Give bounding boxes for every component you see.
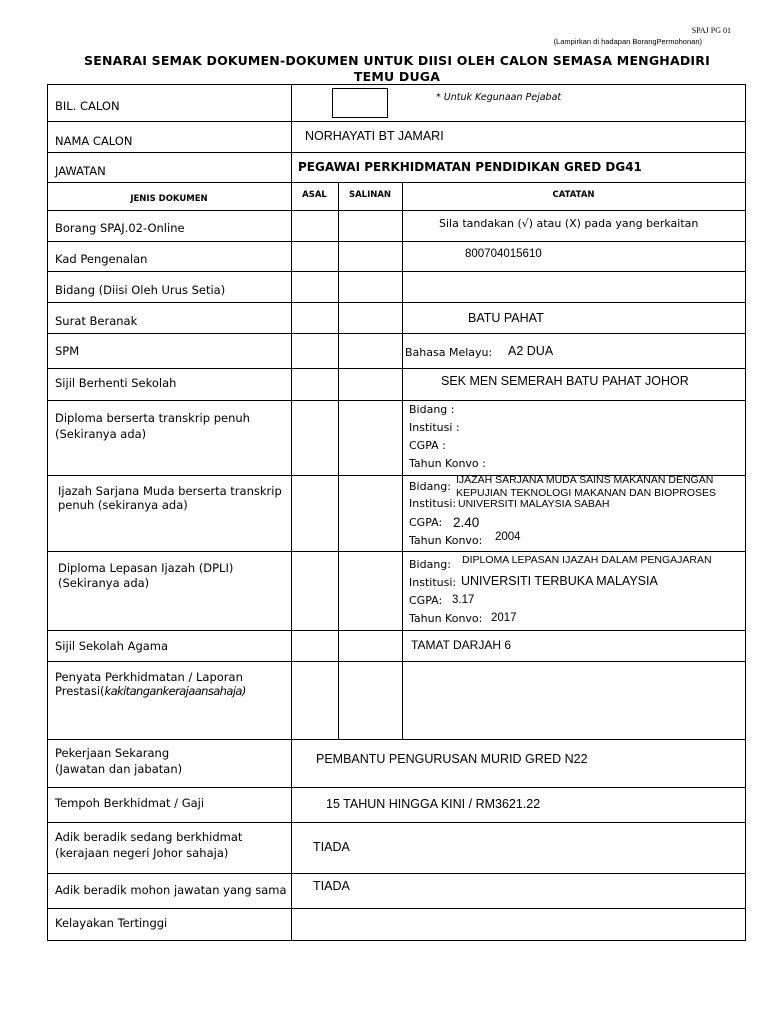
row-bidang-label: Bidang (Diisi Oleh Urus Setia) (55, 283, 226, 297)
row-diploma-label2: (Sekiranya ada) (55, 427, 147, 441)
table-border-right (745, 84, 746, 941)
row-dpli-institusi-value: UNIVERSITI TERBUKA MALAYSIA (461, 574, 658, 588)
row-line (47, 787, 746, 788)
row-ijazah-cgpa-value: 2.40 (453, 515, 480, 530)
nama-calon-label: NAMA CALON (55, 134, 133, 148)
row-dpli-label2: (Sekiranya ada) (58, 576, 150, 590)
row-ijazah-institusi-value: UNIVERSITI MALAYSIA SABAH (458, 498, 610, 510)
bil-calon-box[interactable] (332, 88, 388, 118)
row-spm-label: SPM (55, 344, 80, 358)
row-line (47, 210, 746, 211)
row-line (47, 400, 746, 401)
row-line (47, 739, 746, 740)
col-divider-doc (291, 84, 292, 941)
row-adik2-label: Adik beradik mohon jawatan yang sama (55, 883, 287, 897)
row-dpli-bidang-label: Bidang: (409, 558, 451, 571)
row-borang-label: Borang SPAJ.02-Online (55, 221, 185, 235)
row-ijazah-bidang-line2: KEPUJIAN TEKNOLOGI MAKANAN DAN BIOPROSES (456, 487, 717, 499)
row-penyata-label2-italic: kakitangankerajaansahaja) (104, 684, 246, 698)
row-line (47, 368, 746, 369)
col-header-salinan: SALINAN (348, 190, 392, 200)
row-surat-label: Surat Beranak (55, 314, 138, 328)
row-diploma-tahun: Tahun Konvo : (409, 457, 486, 470)
row-adik2-value: TIADA (313, 879, 350, 893)
row-kad-label: Kad Pengenalan (55, 252, 148, 266)
row-line (47, 940, 746, 941)
row-sijil-label: Sijil Berhenti Sekolah (55, 376, 177, 390)
row-line (47, 302, 746, 303)
row-line (47, 271, 746, 272)
row-ijazah-bidang-label: Bidang: (409, 480, 451, 493)
row-tempoh-label: Tempoh Berkhidmat / Gaji (55, 796, 205, 810)
row-agama-value: TAMAT DARJAH 6 (411, 638, 512, 652)
row-ijazah-bidang-line1: IJAZAH SARJANA MUDA SAINS MAKANAN DENGAN (456, 474, 714, 486)
row-surat-value: BATU PAHAT (468, 311, 544, 325)
page-title-line2: TEMU DUGA (353, 69, 441, 84)
row-pekerjaan-value: PEMBANTU PENGURUSAN MURID GRED N22 (316, 752, 588, 766)
table-border-left (47, 84, 48, 941)
row-borang-note: Sila tandakan (√) atau (X) pada yang berkaitan (439, 217, 699, 230)
row-ijazah-tahun-label: Tahun Konvo: (409, 534, 483, 547)
row-line (47, 333, 746, 334)
jawatan-value: PEGAWAI PERKHIDMATAN PENDIDIKAN GRED DG41 (298, 160, 642, 174)
row-ijazah-label2: penuh (sekiranya ada) (58, 498, 188, 512)
row-line (47, 630, 746, 631)
nama-calon-value: NORHAYATI BT JAMARI (305, 129, 444, 143)
row-sijil-value: SEK MEN SEMERAH BATU PAHAT JOHOR (441, 374, 689, 388)
jawatan-label: JAWATAN (55, 164, 106, 178)
row-penyata-label2 (55, 684, 246, 698)
col-header-asal: ASAL (302, 190, 327, 200)
row-dpli-bidang-value: DIPLOMA LEPASAN IJAZAH DALAM PENGAJARAN (462, 554, 712, 566)
row-ijazah-tahun-value: 2004 (495, 531, 521, 543)
row-dpli-institusi-label: Institusi: (409, 576, 457, 589)
row-ijazah-institusi-label: Institusi: (409, 497, 457, 510)
row-kelayakan-label: Kelayakan Tertinggi (55, 916, 168, 930)
row-diploma-cgpa: CGPA : (409, 439, 446, 452)
row-line (47, 661, 746, 662)
row-line (47, 121, 746, 122)
row-adik1-label1: Adik beradik sedang berkhidmat (55, 830, 243, 844)
row-adik1-value: TIADA (313, 840, 350, 854)
row-diploma-institusi: Institusi : (409, 421, 460, 434)
row-line (47, 241, 746, 242)
attachment-note: (Lampirkan di hadapan BorangPermohonan) (553, 37, 702, 46)
row-ijazah-label1: Ijazah Sarjana Muda berserta transkrip (58, 484, 282, 498)
row-dpli-cgpa-value: 3.17 (452, 594, 475, 606)
col-divider-salinan (402, 182, 403, 739)
row-line (47, 152, 746, 153)
row-kad-value: 800704015610 (465, 248, 542, 260)
col-header-doc: JENIS DOKUMEN (130, 194, 208, 204)
row-dpli-cgpa-label: CGPA: (409, 594, 443, 607)
col-divider-asal (338, 182, 339, 739)
row-penyata-label1: Penyata Perkhidmatan / Laporan (55, 670, 243, 684)
page-title-line1: SENARAI SEMAK DOKUMEN-DOKUMEN UNTUK DIISI OLEH CALON SEMASA MENGHADIRI (84, 53, 710, 68)
row-penyata-label2-prefix: Prestasi( (55, 684, 105, 698)
row-spm-sublabel: Bahasa Melayu: (405, 346, 493, 359)
row-line (47, 908, 746, 909)
row-adik1-label2: (kerajaan negeri Johor sahaja) (55, 846, 229, 860)
row-agama-label: Sijil Sekolah Agama (55, 639, 169, 653)
row-line (47, 551, 746, 552)
row-spm-value: A2 DUA (508, 344, 554, 358)
form-code: SPAJ PG 01 (691, 26, 731, 35)
office-use-note: * Untuk Kegunaan Pejabat (436, 92, 562, 103)
row-line (47, 873, 746, 874)
row-tempoh-value: 15 TAHUN HINGGA KINI / RM3621.22 (326, 797, 541, 811)
row-dpli-tahun-label: Tahun Konvo: (409, 612, 483, 625)
row-dpli-tahun-value: 2017 (491, 612, 517, 624)
row-diploma-label1: Diploma berserta transkrip penuh (55, 411, 250, 425)
bil-calon-label: BIL. CALON (55, 99, 120, 113)
row-dpli-label1: Diploma Lepasan Ijazah (DPLI) (58, 561, 234, 575)
row-pekerjaan-label1: Pekerjaan Sekarang (55, 746, 170, 760)
row-diploma-bidang: Bidang : (409, 403, 455, 416)
row-line (47, 822, 746, 823)
row-line (47, 182, 746, 183)
row-line (47, 84, 746, 85)
row-pekerjaan-label2: (Jawatan dan jabatan) (55, 762, 183, 776)
row-ijazah-cgpa-label: CGPA: (409, 516, 443, 529)
col-header-catatan: CATATAN (552, 190, 595, 200)
